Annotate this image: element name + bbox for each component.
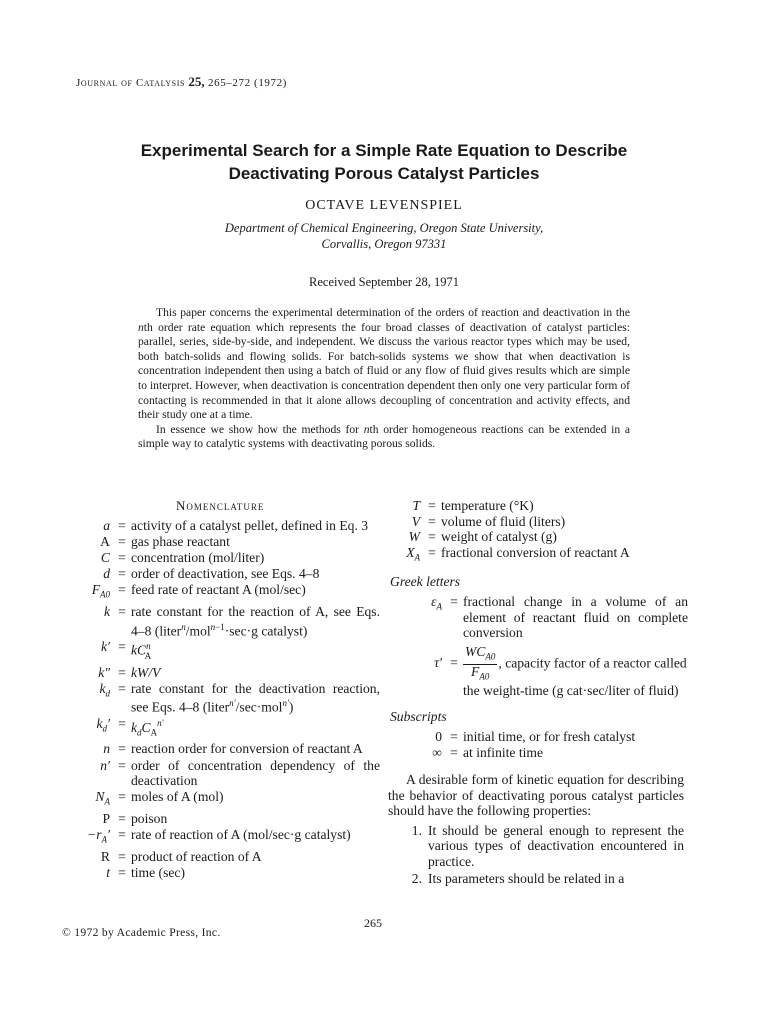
nomenclature-definition: feed rate of reactant A (mol/sec) <box>131 582 306 598</box>
nomenclature-definition: rate constant for the reaction of A, see Eqs. 4–8 (liter$^n$/mol$^{n-1}$·sec·g catalyst) <box>131 604 380 639</box>
nomenclature-symbol: R <box>100 848 110 864</box>
nomenclature-entry: W = weight of catalyst (g) <box>388 529 688 545</box>
list-item: 2. Its parameters should be related in a <box>411 870 625 886</box>
page-number: 265 <box>364 916 382 930</box>
nomenclature-definition: $k_dC_A^{n'}$ <box>131 718 164 738</box>
nomenclature-entry: V = volume of fluid (liters) <box>388 514 688 530</box>
properties-list <box>388 823 684 886</box>
nomenclature-entry: A = gas phase reactant <box>50 534 380 550</box>
body-text <box>388 772 684 887</box>
title-line-1: Experimental Search for a Simple Rate Equation to Describe <box>140 141 628 160</box>
nomenclature-entry: k′ = $kC^n_A$ <box>50 639 380 664</box>
nomenclature-entry: $-r_A'$ = rate of reaction of A (mol/sec·g catalyst) <box>50 827 380 848</box>
nomenclature-entry: n = reaction order for conversion of reactant A <box>50 741 380 757</box>
nomenclature-symbol: $N_A$ <box>95 789 110 807</box>
nomenclature-symbol: n <box>103 741 110 757</box>
nomenclature-symbol: P <box>102 811 110 826</box>
nomenclature-entry: t = time (sec) <box>50 865 380 881</box>
affiliation <box>0 220 768 252</box>
nomenclature-definition: activity of a catalyst pellet, defined in Eq. 3 <box>131 518 369 533</box>
nomenclature-symbol: V <box>411 513 420 529</box>
subscript-definition: at infinite time <box>463 744 544 760</box>
nomenclature-definition: rate constant for the deactivation reaction, see Eqs. 4–8 (liter$^{n'}$/sec·mol$^{n'}$) <box>131 680 380 715</box>
nomenclature-entry: P = poison <box>50 811 380 827</box>
abstract <box>138 306 630 452</box>
paper-title <box>0 139 768 185</box>
received-date: Received September 28, 1971 <box>309 275 459 289</box>
nomenclature-symbol: $k_d$ <box>99 680 110 699</box>
nomenclature-definition: poison <box>131 811 168 826</box>
nomenclature-list <box>50 518 380 881</box>
nomenclature-definition: kW/V <box>131 664 161 680</box>
nomenclature-definition: order of deactivation, see Eqs. 4–8 <box>131 566 320 582</box>
nomenclature-definition: time (sec) <box>131 865 185 880</box>
nomenclature-entry: $N_A$ = moles of A (mol) <box>50 789 380 810</box>
nomenclature-definition: reaction order for conversion of reactant A <box>131 741 363 757</box>
nomenclature-definition: moles of A (mol) <box>131 789 224 805</box>
nomenclature-continued <box>388 498 688 566</box>
nomenclature-entry: $k_d$ = rate constant for the deactivation reaction, see Eqs. 4–8 (liter$^{n'}$/sec·mol$^{n'}$) <box>50 681 380 716</box>
nomenclature-definition: product of reaction of A <box>131 848 262 864</box>
nomenclature-symbol: $F_{A0}$ <box>91 582 110 601</box>
body-intro: A desirable form of kinetic equation for describing the behavior of deactivating porous catalyst particles should have the following properties: <box>388 772 684 819</box>
nomenclature-entry: $F_{A0}$ = feed rate of reactant A (mol/sec) <box>50 582 380 603</box>
nomenclature-definition: rate of reaction of A (mol/sec·g catalyst) <box>131 827 351 843</box>
affiliation-line-1: Department of Chemical Engineering, Oregon State University, <box>224 221 544 235</box>
nomenclature-heading: Nomenclature <box>176 498 265 513</box>
nomenclature-symbol: k <box>103 604 110 620</box>
nomenclature-entry: d = order of deactivation, see Eqs. 4–8 <box>50 566 380 582</box>
nomenclature-entry: k = rate constant for the reaction of A, see Eqs. 4–8 (liter$^n$/mol$^{n-1}$·sec·g catalyst) <box>50 604 380 639</box>
subscript-definition: initial time, or for fresh catalyst <box>463 728 636 744</box>
nomenclature-symbol: T <box>412 498 420 513</box>
nomenclature-symbol: k′ <box>100 639 110 655</box>
title-line-2: Deactivating Porous Catalyst Particles <box>228 164 540 183</box>
greek-definition: $\frac{WC_{A0}}{F_{A0}}$ , capacity factor of a reactor called the weight-time (g cat·sec/liter of fluid) <box>463 643 687 699</box>
nomenclature-symbol: W <box>408 529 420 545</box>
nomenclature-entry: $X_A$ = fractional conversion of reactant A <box>388 545 688 566</box>
journal-volume: 25, <box>188 74 205 89</box>
nomenclature-symbol: k″ <box>98 664 110 680</box>
greek-definition: fractional change in a volume of an element of reactant fluid on complete conversion <box>463 594 688 641</box>
greek-list: $\varepsilon_A$ = fractional change in a volume of an element of reactant fluid on complete conversion τ′ = $\frac{WC_{A0}}{F_{A0}}$ , capacity factor of a reactor called the weight-time (g cat·sec/liter of fluid) <box>388 594 688 699</box>
right-nomenclature <box>388 498 688 760</box>
nomenclature-entry: $k_d'$ = $k_dC_A^{n'}$ <box>50 716 380 741</box>
nomenclature-definition: $kC^n_A$ <box>131 641 152 661</box>
nomenclature-entry: C = concentration (mol/liter) <box>50 550 380 566</box>
nomenclature-definition: fractional conversion of reactant A <box>441 544 630 560</box>
nomenclature-definition: volume of fluid (liters) <box>441 513 566 529</box>
abstract-paragraph-2: In essence we show how the methods for nth order homogeneous reactions can be extended in a simple way to catalytic systems with deactivating porous solids. <box>138 422 630 451</box>
abstract-paragraph-1: This paper concerns the experimental determination of the orders of reaction and deactivation in the nth order rate equation which represents the four broad classes of deactivation of catalyst particles: parallel, series, side-by-side, and independent. We discuss the various reactor types which may be used, both batch-solids and flowing solids. For batch-solids systems we show that when deactivation is concentration independent then using a batch of fluid or any flow of fluid gives results which are simple to interpret. However, when deactivation is concentration dependent then only one very particular form of contacting is recommended in that it alone allows decoupling of concentration and activity effects, and their study one at a time. <box>138 306 630 422</box>
nomenclature-symbol: $k_d'$ <box>96 716 110 734</box>
nomenclature-entry: k″ = kW/V <box>50 665 380 681</box>
journal-pages-year: 265–272 (1972) <box>208 77 287 89</box>
nomenclature-definition: order of concentration dependency of the deactivation <box>131 757 380 789</box>
nomenclature-entry: T = temperature (°K) <box>388 498 688 514</box>
nomenclature-symbol: $X_A$ <box>406 544 420 563</box>
nomenclature-definition: gas phase reactant <box>131 534 230 550</box>
copyright: © 1972 by Academic Press, Inc. <box>62 926 221 939</box>
nomenclature-entry: a = activity of a catalyst pellet, defined in Eq. 3 <box>50 518 380 534</box>
subscripts-heading: Subscripts <box>390 708 447 724</box>
nomenclature-entry: R = product of reaction of A <box>50 849 380 865</box>
subscripts-list: 0 = initial time, or for fresh catalyst ∞ = at infinite time <box>388 729 688 760</box>
nomenclature-symbol: a <box>103 518 110 533</box>
nomenclature-entry: n′ = order of concentration dependency of the deactivation <box>50 758 380 789</box>
nomenclature-symbol: n′ <box>100 757 110 773</box>
author: OCTAVE LEVENSPIEL <box>305 198 463 213</box>
nomenclature-symbol: $-r_A'$ <box>87 827 110 845</box>
nomenclature-symbol: C <box>100 550 110 566</box>
nomenclature-symbol: d <box>103 566 110 582</box>
capacity-factor-fraction: $\frac{WC_{A0}}{F_{A0}}$ <box>465 643 496 682</box>
nomenclature-definition: temperature (°K) <box>441 498 534 513</box>
nomenclature-definition: weight of catalyst (g) <box>441 529 557 545</box>
subscript-symbol: ∞ <box>432 744 442 760</box>
greek-symbol: $\varepsilon_A$ <box>431 594 442 612</box>
nomenclature-symbol: A <box>100 534 110 550</box>
list-item: 1. It should be general enough to represent the various types of deactivation encountered in practice. <box>411 822 684 869</box>
nomenclature-definition: concentration (mol/liter) <box>131 550 265 566</box>
journal-header <box>76 74 287 90</box>
affiliation-line-2: Corvallis, Oregon 97331 <box>321 237 447 251</box>
subscript-symbol: 0 <box>435 728 442 744</box>
nomenclature-symbol: t <box>106 865 110 880</box>
greek-symbol: τ′ <box>434 654 442 670</box>
greek-letters-heading: Greek letters <box>390 574 461 590</box>
journal-name: Journal of Catalysis <box>76 77 186 89</box>
